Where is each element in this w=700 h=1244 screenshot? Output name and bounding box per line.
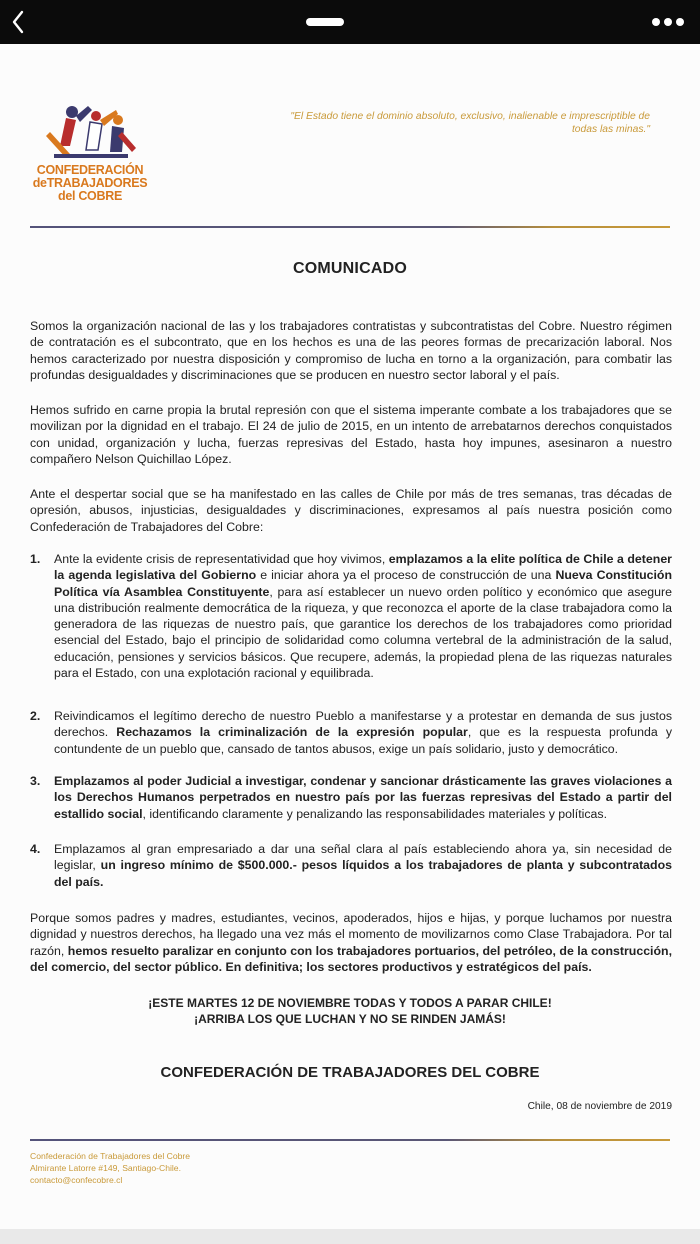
workers-logo-icon: [26, 102, 156, 162]
demand-number: 3.: [30, 774, 41, 788]
bold-run: pesos líquidos a los trabajadores de planta y subcontratados del país.: [54, 858, 672, 889]
text-run: , identificando claramente y penalizando las responsabilidades materiales y políticas.: [142, 806, 608, 821]
bold-run: un ingreso mínimo de $500.000.-: [100, 858, 297, 873]
more-options-button[interactable]: [650, 0, 690, 44]
text-run: Reivindicamos el legítimo derecho de nuestro Pueblo a manifestarse y a protestar en demanda de sus justos derechos.: [54, 709, 672, 740]
quote-line: "El Estado tiene el dominio absoluto, exclusivo, inalienable e imprescriptible de: [290, 111, 650, 122]
text-run: Emplazamos al gran empresariado a dar una señal clara al país estableciendo ahora ya, sin necesidad de legislar,: [54, 842, 672, 873]
more-dots-icon: [652, 18, 660, 26]
text-run: , para así establecer un nuevo orden político y económico que asegure una distribución realmente democrática de la riqueza, y que reconozca el aporte de la clase trabajadora como la generadora de las riquezas de nuestro país, que garantice los derechos de los trabajadores como prioridad esencial del Estado, bajo el principio de solidaridad como columna vertebral de la administración de la salud, educación, pensiones y servicios básicos. Que recupere, además, la propiedad plena de las riquezas naturales para el Estado, con una explotación racional y equilibrada.: [54, 584, 672, 681]
confederation-logo: [26, 102, 156, 242]
footer-divider: [30, 1139, 670, 1141]
viewer-top-bar: [0, 0, 700, 44]
bold-run: hemos resuelto paralizar en conjunto con los trabajadores portuarios, del petróleo, de la construcción, del comercio, del sector público. En definitiva; los sectores productivos y estratégicos del país.: [30, 943, 672, 974]
more-dot: [676, 18, 684, 26]
footer-org: Confederación de Trabajadores del Cobre: [30, 1151, 191, 1161]
chevron-left-icon: [6, 6, 32, 38]
demand-number: 4.: [30, 842, 41, 856]
paragraph-strike: [30, 910, 672, 975]
back-button[interactable]: [6, 6, 32, 38]
logo-line: del COBRE: [58, 189, 122, 203]
header-divider: [30, 226, 670, 228]
logo-wordmark: [26, 164, 154, 203]
text-run: Porque somos padres y madres, estudiantes, vecinos, apoderados, hijos e hijas, y porque luchamos por nuestra dignidad y nuestros derechos, ha llegado una vez más el momento de movilizarnos como Clase Trabajadora. Por tal razón,: [30, 911, 672, 958]
bold-run: emplazamos a la elite política de Chile a detener la agenda legislativa del Gobierno: [54, 552, 672, 583]
text-run: , que es la respuesta profunda y contundente de un pueblo que, cansado de tantos abusos, exige un país solidario, justo y democrático.: [54, 725, 673, 756]
signature: CONFEDERACIÓN DE TRABAJADORES DEL COBRE: [160, 1064, 540, 1081]
footer-email: contacto@confecobre.cl: [30, 1175, 123, 1185]
header-quote: [270, 110, 650, 136]
document-date: Chile, 08 de noviembre de 2019: [527, 1101, 672, 1112]
paragraph-position: Ante el despertar social que se ha manifestado en las calles de Chile por más de tres semanas, tras décadas de opresión, abusos, injusticias, desigualdades y discriminaciones, expresamos al país nuestra posición como Confederación de Trabajadores del Cobre:: [30, 487, 672, 534]
quote-line: todas las minas.": [571, 124, 650, 135]
demand-text: [54, 773, 672, 822]
paragraph-repression: Hemos sufrido en carne propia la brutal represión con que el sistema imperante combate a los trabajadores que se movilizan por la dignidad en el trabajo. El 24 de julio de 2015, en un intento de arrebatarnos derechos conquistados con unidad, organización y lucha, fuerzas represivas del Estado, hasta hoy impunes, asesinaron a nuestro compañero Nelson Quichillao López.: [30, 403, 672, 466]
document-image: [0, 44, 700, 1229]
text-run: Ante la evidente crisis de representatividad que hoy vivimos,: [54, 552, 389, 566]
bold-run: Emplazamos al poder Judicial a investigar, condenar y sancionar drásticamente las graves violaciones a los Derechos Humanos perpetrados en nuestro país por las fuerzas represivas del Estado a partir del estallido social: [54, 774, 672, 821]
logo-line: deTRABAJADORES: [32, 176, 148, 190]
home-indicator: [306, 18, 344, 26]
slogan-arriba: ¡ARRIBA LOS QUE LUCHAN Y NO SE RINDEN JAMÁS!: [194, 1012, 506, 1026]
text-run: e iniciar ahora ya el proceso de construcción de una: [256, 568, 556, 583]
demand-number: 1.: [30, 552, 41, 566]
demand-text: [54, 841, 672, 890]
more-dot: [664, 18, 672, 26]
demand-text: [54, 708, 672, 757]
demand-text: [54, 551, 672, 681]
footer-address: Almirante Latorre #149, Santiago-Chile.: [30, 1163, 181, 1173]
slogan-strike: ¡ESTE MARTES 12 DE NOVIEMBRE TODAS Y TODOS A PARAR CHILE!: [148, 996, 552, 1010]
paragraph-intro: Somos la organización nacional de las y los trabajadores contratistas y subcontratistas del Cobre. Nuestro régimen de contratación es el subcontrato, que en los hechos es una de las peores formas de precarización laboral. Nos hemos caracterizado por nuestra disposición y compromiso de lucha en torno a la organización, para combatir las profundas desigualdades y discriminaciones que se producen en nuestro sector laboral y el país.: [30, 319, 672, 382]
bold-run: Nueva Constitución Política vía Asamblea Constituyente: [54, 568, 672, 599]
demand-number: 2.: [30, 709, 41, 723]
bold-run: Rechazamos la criminalización de la expresión popular: [116, 725, 468, 740]
logo-line: CONFEDERACIÓN: [36, 163, 144, 177]
document-title: COMUNICADO: [293, 260, 407, 277]
